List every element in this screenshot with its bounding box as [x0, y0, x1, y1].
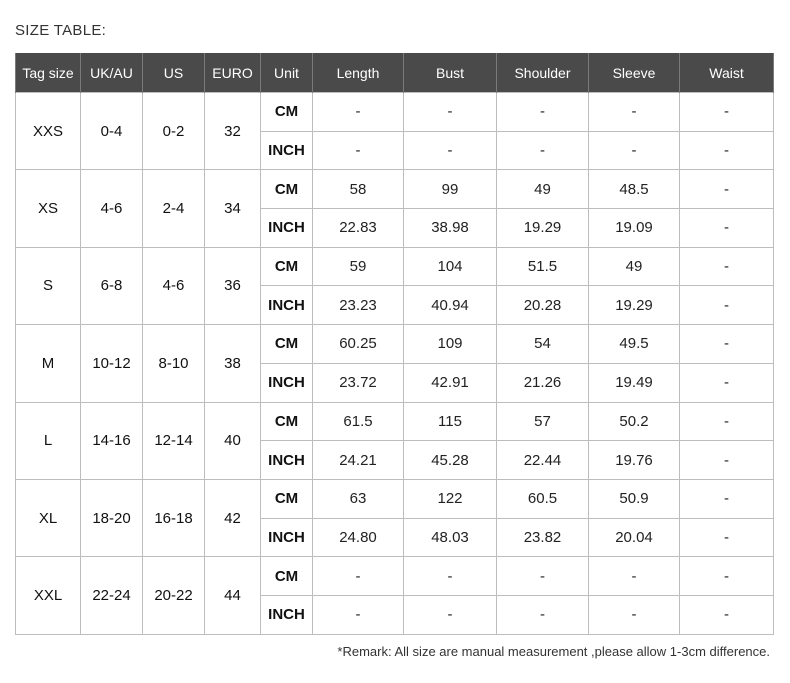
column-header-uk-au: UK/AU: [81, 53, 143, 93]
bust-cell: 48.03: [404, 518, 497, 557]
unit-cell: INCH: [261, 595, 313, 634]
size-euro-cell: 32: [205, 93, 261, 170]
bust-cell: 104: [404, 247, 497, 286]
size-euro-cell: 36: [205, 247, 261, 324]
length-cell: 22.83: [313, 209, 404, 248]
size-uk-au-cell: 0-4: [81, 93, 143, 170]
bust-cell: -: [404, 557, 497, 596]
waist-cell: -: [680, 325, 774, 364]
size-tag-cell: M: [16, 325, 81, 402]
shoulder-cell: -: [497, 557, 589, 596]
shoulder-cell: -: [497, 93, 589, 132]
shoulder-cell: 21.26: [497, 363, 589, 402]
shoulder-cell: 22.44: [497, 441, 589, 480]
unit-cell: CM: [261, 325, 313, 364]
sleeve-cell: -: [589, 595, 680, 634]
size-uk-au-cell: 14-16: [81, 402, 143, 479]
bust-cell: -: [404, 595, 497, 634]
size-euro-cell: 34: [205, 170, 261, 247]
bust-cell: 42.91: [404, 363, 497, 402]
unit-cell: CM: [261, 93, 313, 132]
unit-cell: INCH: [261, 286, 313, 325]
shoulder-cell: -: [497, 131, 589, 170]
table-row: [16, 479, 774, 518]
waist-cell: -: [680, 363, 774, 402]
waist-cell: -: [680, 518, 774, 557]
sleeve-cell: 49: [589, 247, 680, 286]
unit-cell: CM: [261, 479, 313, 518]
size-euro-cell: 40: [205, 402, 261, 479]
size-us-cell: 8-10: [143, 325, 205, 402]
bust-cell: -: [404, 131, 497, 170]
sleeve-cell: -: [589, 557, 680, 596]
column-header-tag-size: Tag size: [16, 53, 81, 93]
waist-cell: -: [680, 93, 774, 132]
unit-cell: INCH: [261, 209, 313, 248]
unit-cell: INCH: [261, 441, 313, 480]
size-us-cell: 2-4: [143, 170, 205, 247]
waist-cell: -: [680, 170, 774, 209]
unit-cell: CM: [261, 557, 313, 596]
bust-cell: 40.94: [404, 286, 497, 325]
size-us-cell: 0-2: [143, 93, 205, 170]
unit-cell: CM: [261, 170, 313, 209]
sleeve-cell: 19.76: [589, 441, 680, 480]
shoulder-cell: 19.29: [497, 209, 589, 248]
unit-cell: CM: [261, 247, 313, 286]
sleeve-cell: 19.29: [589, 286, 680, 325]
length-cell: -: [313, 595, 404, 634]
size-euro-cell: 44: [205, 557, 261, 634]
size-tag-cell: XS: [16, 170, 81, 247]
column-header-euro: EURO: [205, 53, 261, 93]
shoulder-cell: 23.82: [497, 518, 589, 557]
sleeve-cell: 48.5: [589, 170, 680, 209]
waist-cell: -: [680, 209, 774, 248]
bust-cell: -: [404, 93, 497, 132]
sleeve-cell: -: [589, 131, 680, 170]
column-header-length: Length: [313, 53, 404, 93]
shoulder-cell: 49: [497, 170, 589, 209]
length-cell: 24.80: [313, 518, 404, 557]
waist-cell: -: [680, 441, 774, 480]
length-cell: 23.72: [313, 363, 404, 402]
remark-note: *Remark: All size are manual measurement ,please allow 1-3cm difference.: [337, 644, 770, 659]
length-cell: 63: [313, 479, 404, 518]
shoulder-cell: 57: [497, 402, 589, 441]
table-body: [16, 93, 774, 635]
column-header-waist: Waist: [680, 53, 774, 93]
header-row: [16, 53, 774, 93]
size-uk-au-cell: 6-8: [81, 247, 143, 324]
size-euro-cell: 42: [205, 479, 261, 556]
shoulder-cell: 60.5: [497, 479, 589, 518]
bust-cell: 38.98: [404, 209, 497, 248]
unit-cell: INCH: [261, 518, 313, 557]
unit-cell: INCH: [261, 131, 313, 170]
column-header-unit: Unit: [261, 53, 313, 93]
shoulder-cell: 20.28: [497, 286, 589, 325]
length-cell: 59: [313, 247, 404, 286]
table-row: [16, 557, 774, 596]
size-uk-au-cell: 10-12: [81, 325, 143, 402]
table-row: [16, 325, 774, 364]
size-tag-cell: L: [16, 402, 81, 479]
waist-cell: -: [680, 595, 774, 634]
bust-cell: 109: [404, 325, 497, 364]
waist-cell: -: [680, 479, 774, 518]
table-row: [16, 402, 774, 441]
length-cell: 60.25: [313, 325, 404, 364]
table-row: [16, 170, 774, 209]
length-cell: 61.5: [313, 402, 404, 441]
length-cell: 58: [313, 170, 404, 209]
size-table: [15, 53, 774, 635]
bust-cell: 115: [404, 402, 497, 441]
sleeve-cell: 19.09: [589, 209, 680, 248]
column-header-shoulder: Shoulder: [497, 53, 589, 93]
waist-cell: -: [680, 557, 774, 596]
sleeve-cell: -: [589, 93, 680, 132]
waist-cell: -: [680, 247, 774, 286]
size-tag-cell: XXS: [16, 93, 81, 170]
size-us-cell: 16-18: [143, 479, 205, 556]
sleeve-cell: 49.5: [589, 325, 680, 364]
shoulder-cell: 54: [497, 325, 589, 364]
size-us-cell: 4-6: [143, 247, 205, 324]
size-uk-au-cell: 18-20: [81, 479, 143, 556]
table-row: [16, 247, 774, 286]
page-title: SIZE TABLE:: [15, 22, 107, 39]
length-cell: -: [313, 93, 404, 132]
sleeve-cell: 19.49: [589, 363, 680, 402]
length-cell: -: [313, 131, 404, 170]
sleeve-cell: 50.9: [589, 479, 680, 518]
size-euro-cell: 38: [205, 325, 261, 402]
size-uk-au-cell: 4-6: [81, 170, 143, 247]
bust-cell: 45.28: [404, 441, 497, 480]
column-header-us: US: [143, 53, 205, 93]
table-row: [16, 93, 774, 132]
waist-cell: -: [680, 131, 774, 170]
column-header-sleeve: Sleeve: [589, 53, 680, 93]
size-tag-cell: XL: [16, 479, 81, 556]
unit-cell: INCH: [261, 363, 313, 402]
length-cell: -: [313, 557, 404, 596]
bust-cell: 99: [404, 170, 497, 209]
shoulder-cell: 51.5: [497, 247, 589, 286]
length-cell: 23.23: [313, 286, 404, 325]
waist-cell: -: [680, 286, 774, 325]
size-uk-au-cell: 22-24: [81, 557, 143, 634]
unit-cell: CM: [261, 402, 313, 441]
bust-cell: 122: [404, 479, 497, 518]
sleeve-cell: 50.2: [589, 402, 680, 441]
sleeve-cell: 20.04: [589, 518, 680, 557]
column-header-bust: Bust: [404, 53, 497, 93]
shoulder-cell: -: [497, 595, 589, 634]
size-tag-cell: XXL: [16, 557, 81, 634]
size-us-cell: 20-22: [143, 557, 205, 634]
size-tag-cell: S: [16, 247, 81, 324]
waist-cell: -: [680, 402, 774, 441]
size-us-cell: 12-14: [143, 402, 205, 479]
length-cell: 24.21: [313, 441, 404, 480]
